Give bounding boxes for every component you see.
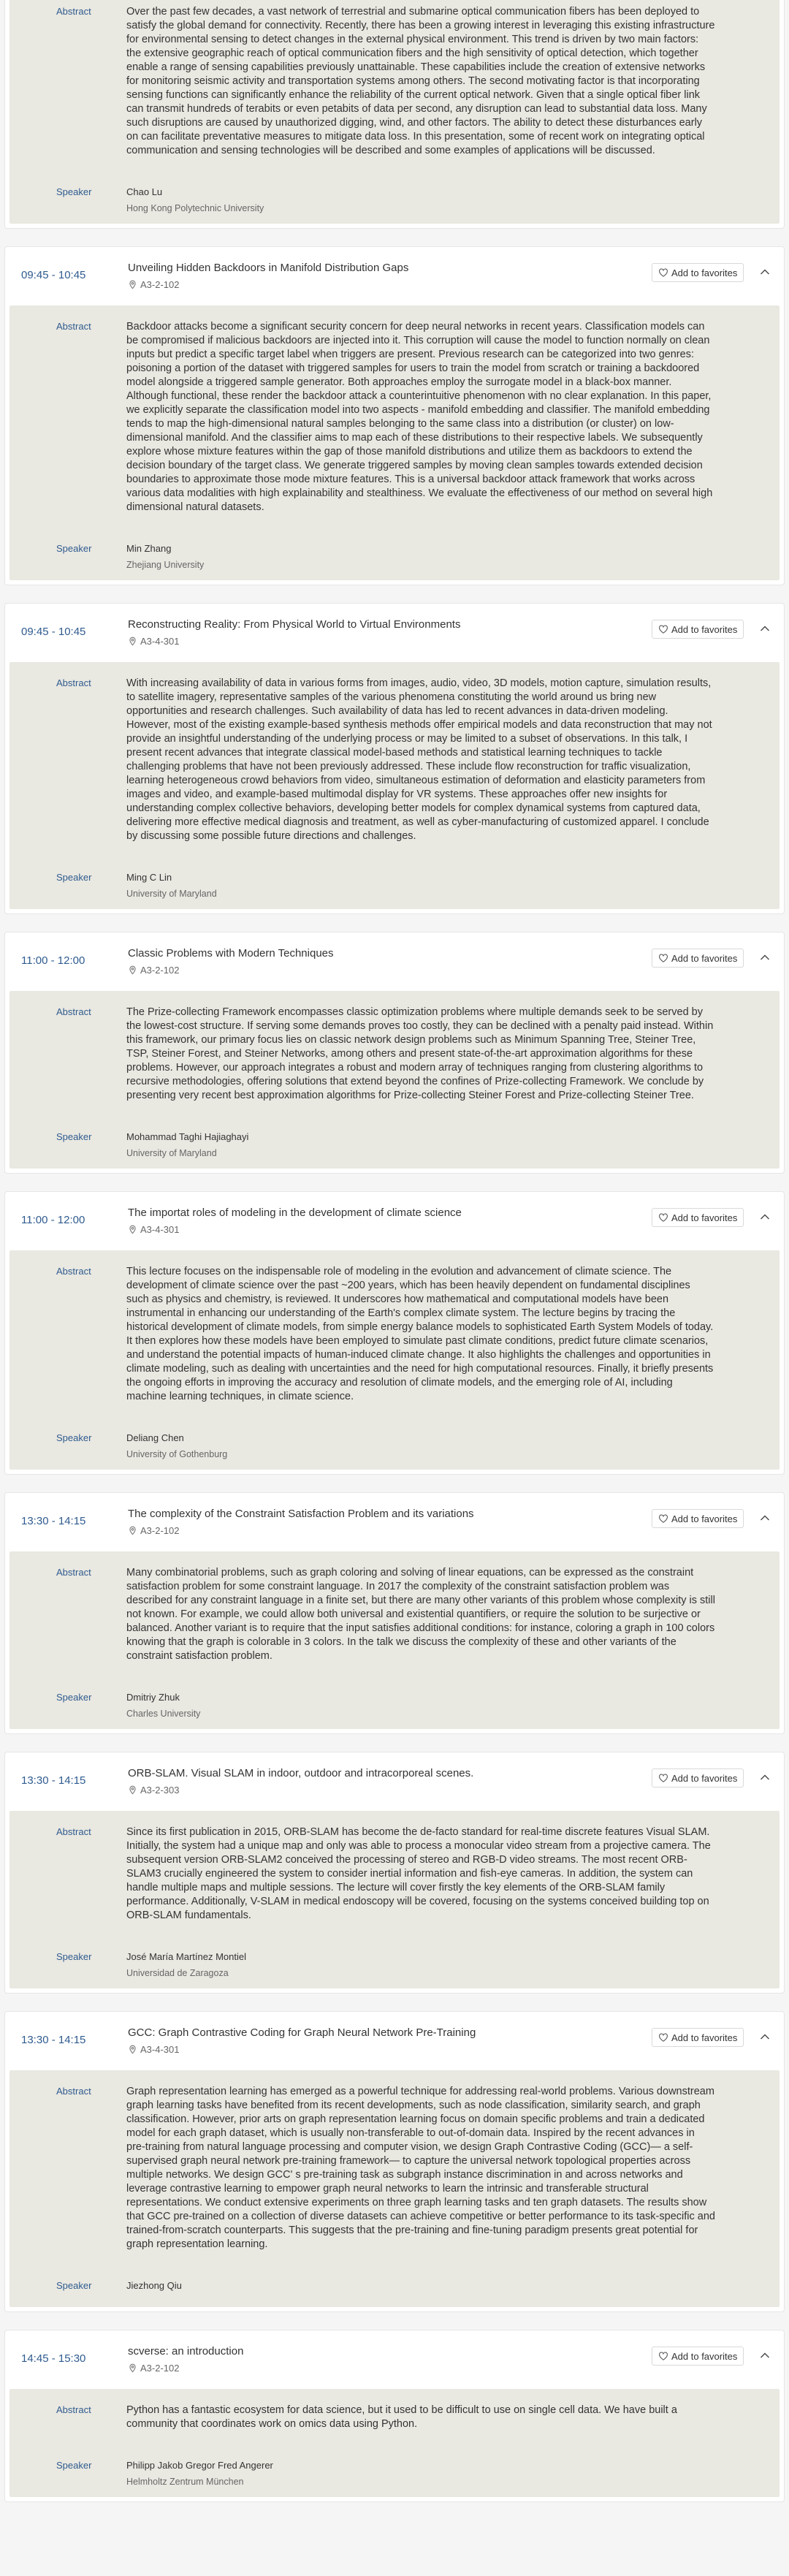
location-pin-icon [128,2363,137,2373]
location-pin-icon [128,965,137,975]
speaker-label: Speaker [56,2280,92,2291]
speaker-name: Ming C Lin [126,872,172,883]
favorites-label: Add to favorites [671,1772,738,1784]
abstract-text: The Prize-collecting Framework encompasses classic optimization problems where multiple demands seek to be served by the lowest-cost structure. If serving some demands proves too costly, they can be declined with a penalty paid instead. Within this framework, our primary focus lies on classic network design problems such as Minimum Spanning Tree, Steiner Tree, TSP, Steiner Forest, and Steiner Networks, among others and present state-of-the-art approximation algorithms for these problems. However, our approach integrates a robust and modern array of techniques ranging from clustering algorithms to recursive methodologies, offering solutions that extend beyond the confines of Prize-collecting Framework. We conclude by presenting very recent best approximation algorithms for Prize-collecting Steiner Forest and Prize-collecting Steiner Tree. [126,1006,714,1101]
heart-icon [658,2351,668,2361]
favorites-label: Add to favorites [671,952,738,964]
speaker-affiliation: Charles University [126,1709,201,1719]
session-title: Classic Problems with Modern Techniques [128,947,334,960]
speaker-row [9,1950,780,1978]
abstract-text: With increasing availability of data in various forms from images, audio, video, 3D models, motion capture, simulation results, to satellite imagery, representative samples of the various phenomena constituting the world around us bring new opportunities and research challenges. Such availability of data has led to recent advances in data-driven modeling. However, most of the existing example-based synthesis methods offer empirical models and data reconstruction that may not provide an insightful understanding of the underlying process or may be limited to a subset of observations. In this talk, I present recent advances that integrate classical model-based methods and statistical learning techniques to tackle challenging problems that have not been previously addressed. These include flow reconstruction for traffic visualization, learning heterogeneous crowd behaviors from video, simultaneous estimation of deformation and elasticity parameters from images and video, and example-based multimodal display for VR systems. These approaches offer new insights for understanding complex collective behaviors, developing better models for complex dynamical systems from captured data, delivering more effective medical diagnosis and treatment, as well as cyber-manufacturing of customized apparel. I conclude by discussing some possible future directions and challenges. [126,677,712,842]
session-card [4,1752,785,1994]
room-label: A3-2-102 [140,279,180,290]
session-time: 11:00 - 12:00 [21,954,85,967]
collapse-toggle[interactable] [758,2349,772,2363]
add-to-favorites-button[interactable] [652,620,744,639]
speaker-name: Chao Lu [126,186,163,197]
speaker-affiliation: Helmholtz Zentrum München [126,2477,244,2487]
chevron-up-icon [760,951,770,965]
speaker-affiliation: Universidad de Zaragoza [126,1968,229,1978]
favorites-label: Add to favorites [671,2032,738,2043]
collapse-toggle[interactable] [758,265,772,280]
session-title: Unveiling Hidden Backdoors in Manifold Distribution Gaps [128,262,409,274]
speaker-row [9,1131,780,1158]
favorites-label: Add to favorites [671,623,738,635]
location-pin-icon [128,1526,137,1535]
session-header[interactable] [5,1493,784,1551]
speaker-name: Deliang Chen [126,1432,184,1443]
session-time: 11:00 - 12:00 [21,1214,85,1226]
speaker-label: Speaker [56,872,92,883]
session-time: 09:45 - 10:45 [21,269,86,281]
add-to-favorites-button[interactable] [652,2347,744,2366]
room-label: A3-4-301 [140,2044,180,2055]
room-label: A3-2-102 [140,1525,180,1536]
abstract-text: Many combinatorial problems, such as graph coloring and solving of linear equations, can be expressed as the constraint satisfaction problem for some constraint language. In 2017 the complexity of the constraint satisfaction problem was described for any constraint language in a finite set, but there are many other variants of this problem whose complexity is still not known. For example, we could allow both universal and existential quantifiers, or require the solution to be surjective or balanced. Another variant is to require that the input satisfies additional conditions: for instance, coloring a graph in 100 colors knowing that the graph is colorable in 3 colors. In the talk we discuss the complexity of these and other variants of the constraint satisfaction problem. [126,1567,715,1662]
speaker-info [126,1950,246,1978]
heart-icon [658,1513,668,1524]
speaker-name: Jiezhong Qiu [126,2280,182,2291]
speaker-row [9,871,780,899]
heart-icon [658,624,668,634]
abstract-label: Abstract [56,1567,91,1578]
add-to-favorites-button[interactable] [652,1768,744,1787]
session-details [9,991,780,1169]
chevron-up-icon [760,2031,770,2044]
speaker-info [126,871,217,899]
speaker-label: Speaker [56,1131,92,1142]
speaker-label: Speaker [56,2460,92,2471]
room-label: A3-2-102 [140,2363,180,2374]
abstract-row [9,677,780,843]
favorites-label: Add to favorites [671,267,738,278]
session-title: ORB-SLAM. Visual SLAM in indoor, outdoor and intracorporeal scenes. [128,1767,474,1779]
session-time: 13:30 - 14:15 [21,1515,86,1527]
location-pin-icon [128,1785,137,1795]
add-to-favorites-button[interactable] [652,1509,744,1528]
heart-icon [658,267,668,278]
abstract-text: Since its first publication in 2015, ORB-SLAM has become the de-facto standard for real-time discrete features Visual SLAM. Initially, the system had a unique map and only was able to process a monocular video stream from a projective camera. The subsequent version ORB-SLAM2 conceived the processing of stereo and RGB-D video streams. The most recent ORB-SLAM3 crucially engineered the system to consider inertial information and fish-eye cameras. In addition, the system can handle multiple maps and multiple sessions. The lecture will cover firstly the key elements of the ORB-SLAM family performance. Additionally, V-SLAM in medical endoscopy will be covered, focusing on the systems conceived building top on ORB-SLAM fundamentals. [126,1826,711,1921]
session-room [128,2044,179,2055]
session-card [4,0,785,229]
abstract-row [9,320,780,514]
session-card [4,2011,785,2312]
session-room [128,965,179,976]
abstract-row [9,1006,780,1103]
add-to-favorites-button[interactable] [652,1208,744,1227]
session-details [9,2389,780,2497]
room-label: A3-4-301 [140,1224,180,1235]
collapse-toggle[interactable] [758,622,772,637]
add-to-favorites-button[interactable] [652,263,744,282]
location-pin-icon [128,1225,137,1234]
session-header[interactable] [5,1752,784,1811]
speaker-info [126,1131,248,1158]
speaker-label: Speaker [56,1432,92,1443]
location-pin-icon [128,637,137,646]
session-details [9,2070,780,2307]
speaker-affiliation: University of Gothenburg [126,1449,228,1459]
session-header[interactable] [5,2012,784,2070]
abstract-label: Abstract [56,2404,91,2415]
heart-icon [658,2032,668,2043]
session-time: 09:45 - 10:45 [21,626,86,638]
session-title: The complexity of the Constraint Satisfaction Problem and its variations [128,1508,474,1520]
speaker-name: Dmitriy Zhuk [126,1692,180,1703]
session-card [4,932,785,1174]
collapse-toggle[interactable] [758,1210,772,1225]
session-details [9,1811,780,1988]
room-label: A3-4-301 [140,636,180,647]
abstract-label: Abstract [56,2086,91,2097]
session-room [128,1785,179,1796]
session-time: 13:30 - 14:15 [21,2034,86,2046]
speaker-name: José María Martínez Montiel [126,1951,247,1962]
speaker-row [9,1432,780,1459]
session-title: GCC: Graph Contrastive Coding for Graph Neural Network Pre-Training [128,2026,476,2039]
heart-icon [658,953,668,963]
session-details [9,662,780,909]
speaker-row [9,2459,780,2487]
heart-icon [658,1773,668,1783]
session-title: scverse: an introduction [128,2345,244,2357]
abstract-text: This lecture focuses on the indispensable role of modeling in the evolution and advancement of climate science. The development of climate science over the past ~200 years, which has been heavily dependent on fundamental disciplines such as physics and chemistry, is reviewed. It underscores how mathematical and computational models have been instrumental in enhancing our understanding of the Earth's complex climate system. The lecture begins by tracing the historical development of climate models, from simple energy balance models to sophisticated Earth System Models of today. It then explores how these models have been employed to simulate past climate conditions, predict future climate scenarios, and understand the potential impacts of human-induced climate change. It also highlights the challenges and opportunities in climate modeling, such as dealing with uncertainties and the need for high computational resources. Finally, it briefly presents the ongoing efforts in improving the accuracy and resolution of climate models, and the emerging role of AI, including machine learning techniques, in climate science. [126,1266,714,1402]
abstract-row [9,1566,780,1663]
session-header[interactable] [5,1192,784,1250]
chevron-up-icon [760,1512,770,1525]
collapse-toggle[interactable] [758,951,772,965]
abstract-row [9,1825,780,1923]
session-details [9,305,780,580]
chevron-up-icon [760,623,770,636]
favorites-label: Add to favorites [671,1513,738,1524]
collapse-toggle[interactable] [758,1771,772,1785]
speaker-info [126,2279,182,2297]
speaker-info [126,186,264,213]
speaker-affiliation: University of Maryland [126,1148,217,1158]
abstract-label: Abstract [56,6,91,17]
speaker-affiliation: Hong Kong Polytechnic University [126,203,264,213]
session-card [4,246,785,585]
abstract-label: Abstract [56,677,91,688]
session-details [9,1250,780,1470]
speaker-label: Speaker [56,1692,92,1703]
abstract-text: Backdoor attacks become a significant security concern for deep neural networks in recent years. Classification models can be compromised if malicious backdoors are injected into it. This corruption will cause the model to function normally on clean inputs but predict a specific target label when triggers are present. Previous research can be categorized into two genres: poisoning a portion of the dataset with triggered samples for users to train the model from scratch or training a backdoored model alongside a triggered sample generator. Both approaches employ the surrogate model in a black-box manner. Although functional, these render the backdoor attack a counterintuitive phenomenon with no clear explanation. In this paper, we explicitly separate the classification model into two aspects - manifold embedding and classifier. The manifold embedding tends to map the high-dimensional natural samples belonging to the same class into a distribution (or cluster) on low-dimensional manifold. And the classifier aims to map each of these distributions to their respective labels. We subsequently explore whose mixture features within the gap of those manifold distributions and utilize them as backdoors to extend the decision boundary of the target class. We generate triggered samples by moving clean samples towards extended decision boundaries to approximate those mode mixture features. This is a universal backdoor attack framework that works across various data modalities with high explainability and stealthiness. We evaluate the effectiveness of our method on several high dimensional natural datasets. [126,321,713,513]
speaker-info [126,542,204,570]
speaker-label: Speaker [56,543,92,554]
collapse-toggle[interactable] [758,2030,772,2045]
abstract-row [9,5,780,158]
speaker-name: Mohammad Taghi Hajiaghayi [126,1131,249,1142]
speaker-info [126,1691,200,1719]
speaker-name: Min Zhang [126,543,172,554]
session-time: 14:45 - 15:30 [21,2352,86,2365]
speaker-label: Speaker [56,1951,92,1962]
session-details [9,1551,780,1729]
abstract-label: Abstract [56,1826,91,1837]
abstract-text: Over the past few decades, a vast network of terrestrial and submarine optical communication fibers has been deployed to satisfy the global demand for connectivity. Recently, there has been a growing interest in leveraging this existing infrastructure for environmental sensing to detect changes in the external physical environment. This trend is driven by two main factors: the extensive geographic reach of optical communication fibers and the high sensitivity of optical detection, which together enable a range of sensing capabilities previously unattainable. These capabilities include the creation of extensive networks for monitoring seismic activity and transportation systems among others. The second motivating factor is that incorporating sensing functions can significantly enhance the reliability of the current optical network. Given that a single optical fiber link can transmit hundreds of terabits or even petabits of data per second, any disruption can lead to substantial data loss. Many such disruptions are caused by unauthorized digging, wind, and other factors. The ability to detect these disturbances early on can facilitate preventative measures to mitigate data loss. In this presentation, some of recent work on integrating optical communication and sensing technologies will be described and some examples of applications will be discussed. [126,6,715,156]
session-room [128,1224,179,1235]
abstract-row [9,2404,780,2431]
speaker-label: Speaker [56,186,92,197]
add-to-favorites-button[interactable] [652,949,744,968]
session-details [9,0,780,224]
session-room [128,1525,179,1536]
session-card [4,1191,785,1475]
chevron-up-icon [760,266,770,279]
room-label: A3-2-102 [140,965,180,976]
speaker-info [126,2459,273,2487]
session-room [128,279,179,290]
session-header[interactable] [5,932,784,991]
favorites-label: Add to favorites [671,1212,738,1223]
session-card [4,603,785,914]
speaker-info [126,1432,227,1459]
session-card [4,2330,785,2502]
speaker-row [9,186,780,213]
speaker-row [9,1691,780,1719]
speaker-affiliation: University of Maryland [126,889,217,899]
session-time: 13:30 - 14:15 [21,1774,86,1787]
session-header[interactable] [5,247,784,305]
speaker-name: Philipp Jakob Gregor Fred Angerer [126,2460,273,2471]
speaker-affiliation: Zhejiang University [126,560,205,570]
speaker-row [9,2279,780,2297]
collapse-toggle[interactable] [758,1511,772,1526]
room-label: A3-2-303 [140,1785,180,1796]
location-pin-icon [128,2045,137,2054]
session-header[interactable] [5,604,784,662]
abstract-row [9,1265,780,1404]
add-to-favorites-button[interactable] [652,2028,744,2047]
heart-icon [658,1212,668,1223]
session-title: Reconstructing Reality: From Physical World to Virtual Environments [128,618,461,631]
abstract-row [9,2085,780,2252]
session-card [4,1492,785,1734]
session-room [128,636,179,647]
abstract-text: Python has a fantastic ecosystem for data science, but it used to be difficult to use on single cell data. We have built a community that coordinates work on omics data using Python. [126,2404,677,2430]
chevron-up-icon [760,1771,770,1785]
abstract-label: Abstract [56,321,91,332]
chevron-up-icon [760,1211,770,1224]
session-title: The importat roles of modeling in the development of climate science [128,1207,462,1219]
abstract-label: Abstract [56,1006,91,1017]
session-header[interactable] [5,2330,784,2389]
speaker-row [9,542,780,570]
session-room [128,2363,179,2374]
favorites-label: Add to favorites [671,2350,738,2362]
abstract-label: Abstract [56,1266,91,1277]
chevron-up-icon [760,2349,770,2363]
abstract-text: Graph representation learning has emerged as a powerful technique for addressing real-world problems. Various downstream graph learning tasks have benefited from its recent developments, such as node classification, similarity search, and graph classification. However, prior arts on graph representation learning focus on domain specific problems and train a dedicated model for each graph dataset, which is usually non-transferable to out-of-domain data. Inspired by the recent advances in pre-training from natural language processing and computer vision, we design Graph Contrastive Coding (GCC)— a self-supervised graph neural network pre-training framework— to capture the universal network topological properties across multiple networks. We design GCC' s pre-training task as subgraph instance discrimination in and across networks and leverage contrastive learning to empower graph neural networks to learn the intrinsic and transferable structural representations. We conduct extensive experiments on three graph learning tasks and ten graph datasets. The results show that GCC pre-trained on a collection of diverse datasets can achieve competitive or better performance to its task-specific and trained-from-scratch counterparts. This suggests that the pre-training and fine-tuning paradigm presents great potential for graph representation learning. [126,2086,715,2250]
location-pin-icon [128,280,137,289]
